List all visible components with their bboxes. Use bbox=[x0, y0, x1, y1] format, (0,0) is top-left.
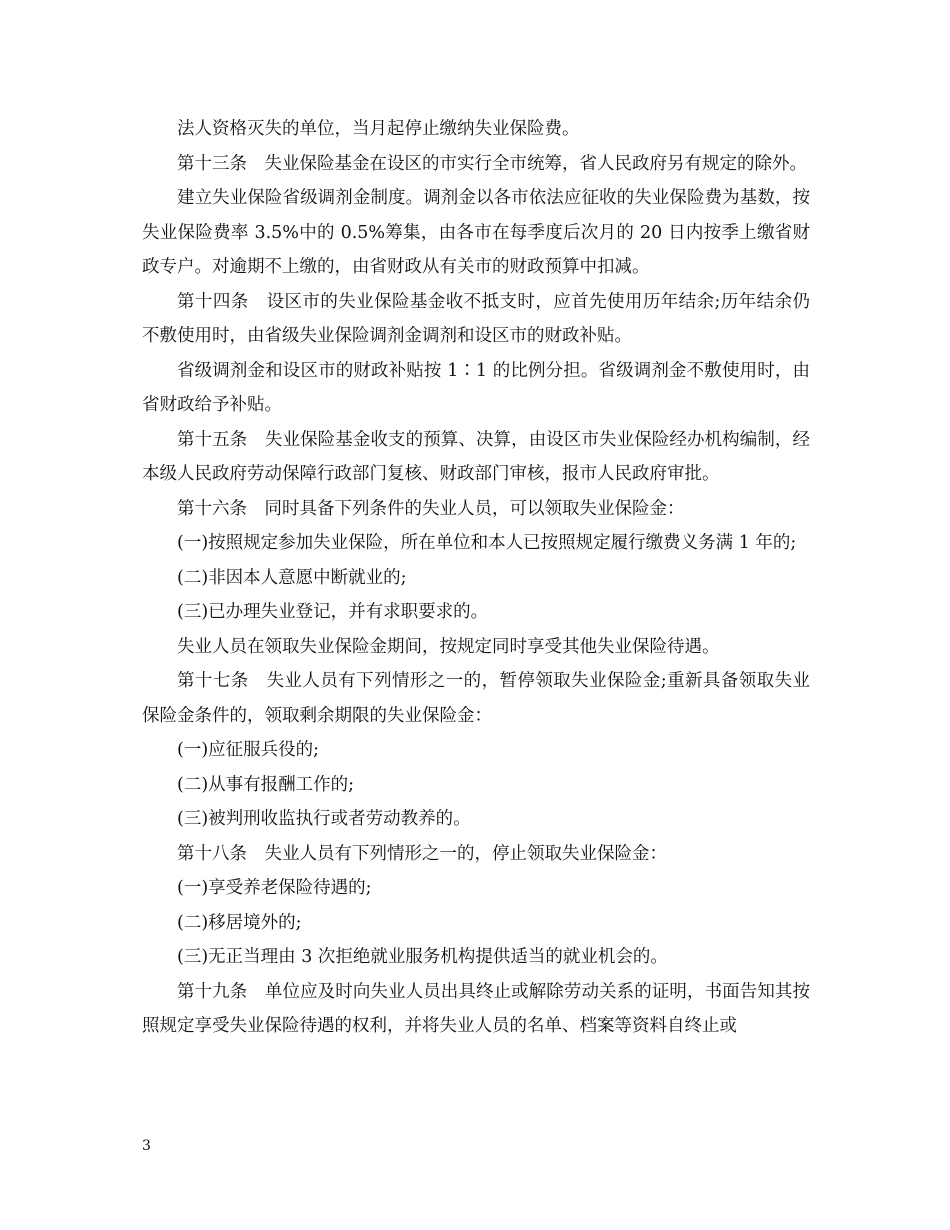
list-item: (一)享受养老保险待遇的; bbox=[177, 878, 372, 898]
article-18: 第十八条 失业人员有下列情形之一的，停止领取失业保险金： bbox=[177, 843, 667, 864]
paragraph: 法人资格灭失的单位，当月起停止缴纳失业保险费。 bbox=[177, 119, 580, 139]
article-15: 第十五条 失业保险基金收支的预算、决算，由设区市失业保险经办机构编制，经本级人民政府劳动保障行政部门复核、财政部门审核，报市人民政府审批。 bbox=[142, 429, 810, 484]
list-item: (三)被判刑收监执行或者劳动教养的。 bbox=[177, 809, 471, 829]
paragraph: 省级调剂金和设区市的财政补贴按 1∶1 的比例分担。省级调剂金不敷使用时，由省财政给予补贴。 bbox=[142, 360, 810, 415]
list-item: (三)已办理失业登记，并有求职要求的。 bbox=[177, 602, 489, 622]
article-17: 第十七条 失业人员有下列情形之一的，暂停领取失业保险金;重新具备领取失业保险金条件的，领取剩余期限的失业保险金： bbox=[142, 671, 810, 726]
article-14: 第十四条 设区市的失业保险基金收不抵支时，应首先使用历年结余;历年结余仍不敷使用时，由省级失业保险调剂金调剂和设区市的财政补贴。 bbox=[142, 291, 810, 346]
list-item: (二)从事有报酬工作的; bbox=[177, 774, 355, 795]
page-number: 3 bbox=[142, 1138, 151, 1154]
paragraph: 建立失业保险省级调剂金制度。调剂金以各市依法应征收的失业保险费为基数，按失业保险费率 3.5%中的 0.5%筹集，由各市在每季度后次月的 20 日内按季上缴省财政专户。对逾期不上缴的，由省财政从有关市的财政预算中扣减。 bbox=[142, 188, 810, 277]
list-item: (二)非因本人意愿中断就业的; bbox=[177, 567, 407, 588]
article-16: 第十六条 同时具备下列条件的失业人员，可以领取失业保险金： bbox=[177, 498, 685, 519]
document-body bbox=[142, 112, 810, 1044]
list-item: (一)按照规定参加失业保险，所在单位和本人已按照规定履行缴费义务满 1 年的; bbox=[177, 533, 797, 553]
list-item: (二)移居境外的; bbox=[177, 912, 302, 933]
paragraph: 失业人员在领取失业保险金期间，按规定同时享受其他失业保险待遇。 bbox=[177, 636, 720, 657]
article-19: 第十九条 单位应及时向失业人员出具终止或解除劳动关系的证明，书面告知其按照规定享受失业保险待遇的权利，并将失业人员的名单、档案等资料自终止或 bbox=[142, 981, 810, 1036]
list-item: (一)应征服兵役的; bbox=[177, 740, 320, 760]
list-item: (三)无正当理由 3 次拒绝就业服务机构提供适当的就业机会的。 bbox=[177, 947, 668, 967]
article-13: 第十三条 失业保险基金在设区的市实行全市统筹，省人民政府另有规定的除外。 bbox=[177, 153, 807, 174]
